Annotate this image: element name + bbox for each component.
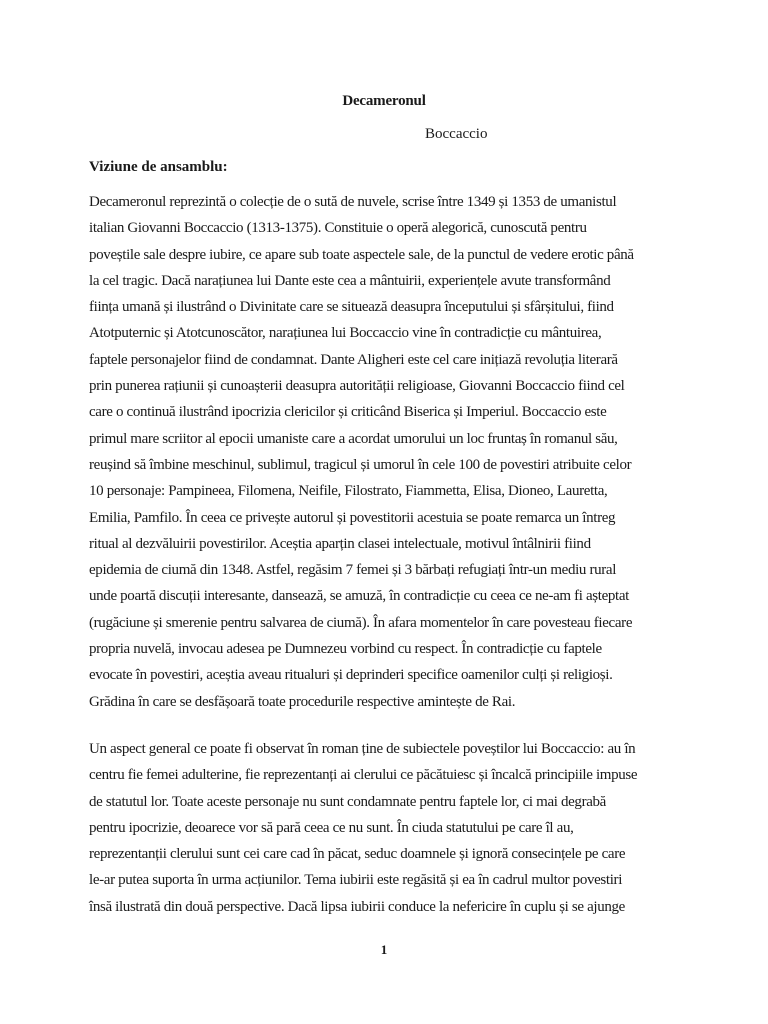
text-line: Un aspect general ce poate fi observat în roman ține de subiectele poveștilor lui Boccaccio: au în <box>89 741 636 757</box>
paragraph-2 <box>89 736 679 920</box>
text-line: italian Giovanni Boccaccio (1313-1375). Constituie o operă alegorică, cunoscută pentru <box>89 220 587 237</box>
text-line: (rugăciune și smerenie pentru salvarea de ciumă). În afara momentelor în care povesteau fiecare <box>89 614 633 631</box>
text-line: epidemia de ciumă din 1348. Astfel, regăsim 7 femei și 3 bărbați refugiați într-un mediu rural <box>89 562 617 579</box>
text-line: prin punerea rațiunii și cunoașterii deasupra autorității religioase, Giovanni Boccaccio fiind cel <box>89 378 625 395</box>
text-line: unde poartă discuții interesante, dansează, se amuză, în contradicție cu ceea ce ne-am fi așteptat <box>89 588 630 605</box>
text-line: care o continuă ilustrând ipocrizia clericilor și criticând Biserica și Imperiul. Boccaccio este <box>89 404 607 421</box>
text-line: primul mare scriitor al epocii umaniste care a acordat umorului un loc fruntaș în romanul său, <box>89 430 618 447</box>
page-number: 1 <box>380 942 388 957</box>
text-line: centru fie femei adulterine, fie reprezentanți ai clerului ce păcătuiesc și încalcă principiile impuse <box>89 767 638 784</box>
text-line: la cel tragic. Dacă narațiunea lui Dante este cea a mântuirii, experiențele avute transformând <box>89 272 611 289</box>
text-line: evocate în povestiri, aceștia aveau ritualuri și deprinderi specifice oamenilor culți și religioși. <box>89 667 613 684</box>
paragraph-1 <box>89 189 679 715</box>
text-line: 10 personaje: Pampineea, Filomena, Neifile, Filostrato, Fiammetta, Elisa, Dioneo, Lauretta, <box>89 483 608 500</box>
text-line: ritual al dezvăluirii povestirilor. Aceștia aparțin clasei intelectuale, motivul întâlnirii fiind <box>89 535 591 552</box>
text-line: Emilia, Pamfilo. În ceea ce privește autorul și povestitorii acestuia se poate remarca un întreg <box>89 509 616 526</box>
text-line: reușind să îmbine meschinul, sublimul, tragicul și umorul în cele 100 de povestiri atribuite celor <box>89 456 632 473</box>
text-line: Decameronul reprezintă o colecție de o sută de nuvele, scrise între 1349 și 1353 de umanistul <box>89 194 617 210</box>
text-line: poveștile sale despre iubire, ce apare sub toate aspectele sale, de la punctul de vedere erotic până <box>89 246 634 263</box>
text-line: Grădina în care se desfășoară toate procedurile respective amintește de Rai. <box>89 693 516 710</box>
text-line: însă ilustrată din două perspective. Dacă lipsa iubirii conduce la nefericire în cuplu și se ajunge <box>89 898 625 915</box>
document-title: Decameronul <box>342 93 426 109</box>
text-line: de statutul lor. Toate aceste personaje nu sunt condamnate pentru faptele lor, ci mai degrabă <box>89 793 606 810</box>
text-line: ființa umană și ilustrând o Divinitate care se situează deasupra începutului și sfârșitului, fiind <box>89 299 614 316</box>
text-line: le-ar putea suporta în urma acțiunilor. Tema iubirii este regăsită și ea în cadrul multor povestiri <box>89 872 623 889</box>
text-line: reprezentanții clerului sunt cei care cad în păcat, seduc doamnele și ignoră consecințele pe care <box>89 846 626 863</box>
section-heading: Viziune de ansamblu: <box>89 159 228 175</box>
text-line: pentru ipocrizie, deoarece vor să pară ceea ce nu sunt. În ciuda statutului pe care îl au, <box>89 819 574 836</box>
text-line: faptele personajelor fiind de condamnat. Dante Aligheri este cel care inițiază revoluția literară <box>89 351 618 368</box>
text-line: Atotputernic și Atotcunoscător, narațiunea lui Boccaccio vine în contradicție cu mântuirea, <box>89 325 602 342</box>
author-name: Boccaccio <box>425 126 488 142</box>
text-line: propria nuvelă, invocau adesea pe Dumnezeu vorbind cu respect. În contradicție cu faptele <box>89 641 602 658</box>
